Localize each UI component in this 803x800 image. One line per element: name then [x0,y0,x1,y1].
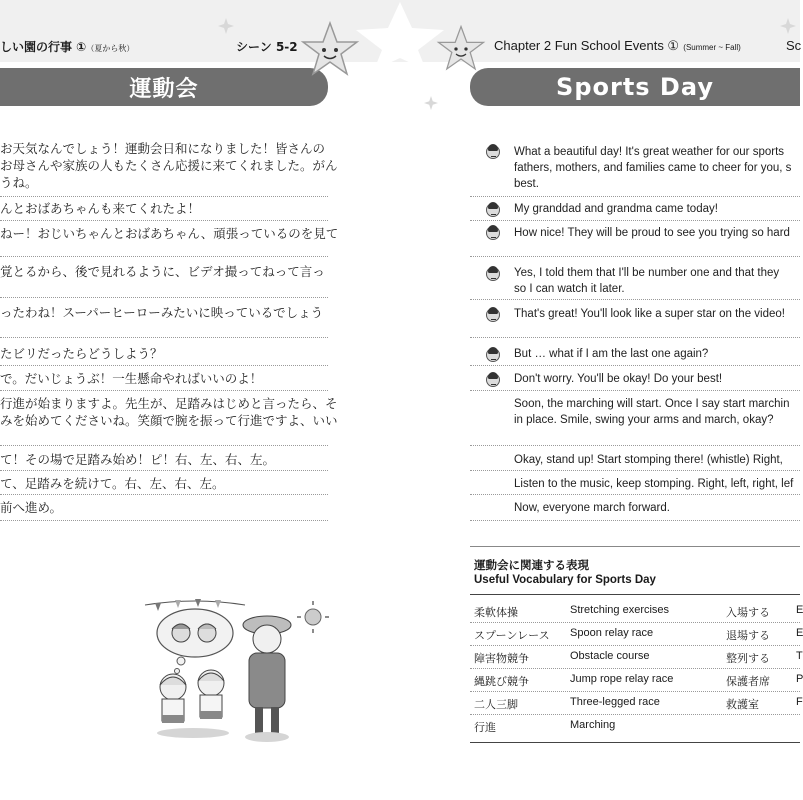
jp-line: ったわね！スーパーヒーローみたいに映っているでしょう [0,305,324,320]
divider [0,297,328,298]
divider [470,365,800,366]
divider [470,220,800,221]
en-line: That's great! You'll look like a super star on the video! [514,308,785,320]
jp-line: お天気なんでしょう！運動会日和になりました！皆さんの [0,141,326,156]
en-line: Soon, the marching will start. Once I say start marchin [514,398,790,410]
child-face-icon [486,203,500,217]
sparkle-icon [218,18,234,34]
child-face-icon [486,267,500,281]
divider [470,196,800,197]
divider [470,520,800,521]
right-header-title: Chapter 2 Fun School Events ① (Summer ~ Fall) [494,38,741,53]
left-header-title: しい園の行事 ①（夏から秋） [0,40,135,54]
en-line: But … what if I am the last one again? [514,348,709,360]
large-star-shape [352,0,448,70]
jp-line: お母さんや家族の人もたくさん応援に来てくれました。がん [0,158,338,173]
jp-line: 行進が始まりますよ。先生が、足踏みはじめと言ったら、そ [0,396,338,411]
vocab-rule [470,594,800,595]
right-banner-title: Sports Day [556,73,714,101]
right-header-cut: Sc [786,38,802,53]
jp-line: ねー！おじいちゃんとおばあちゃん、頑張っているのを見て [0,226,339,241]
divider [0,365,328,366]
en-line: Now, everyone march forward. [514,502,670,514]
vocab-row: 柔軟体操 Stretching exercises 入場する E [474,604,803,619]
jp-line: 前へ進め。 [0,500,63,515]
en-line: Yes, I told them that I'll be number one and that they [514,267,780,279]
teacher-face-icon [486,226,500,240]
jp-line: 覚とるから、後で見れるように、ビデオ撮ってねって言っ [0,264,325,279]
sparkle-icon [424,96,438,110]
divider [470,470,800,471]
divider [470,445,800,446]
vocab-row: 二人三脚 Three-legged race 救護室 F [474,696,803,711]
jp-line: て！その場で足踏み始め！ピ！右、左、右、左。 [0,452,276,467]
divider [0,256,328,257]
jp-line: で。だいじょうぶ！一生懸命やればいいのよ！ [0,371,263,386]
vocab-bottom-rule [470,742,800,743]
en-line: Okay, stand up! Start stomping there! (whistle) Right, [514,454,783,466]
divider [0,445,328,446]
divider [470,256,800,257]
vocab-row: スプーンレース Spoon relay race 退場する E [474,627,803,642]
divider [0,337,328,338]
divider [0,470,328,471]
en-line: so I can watch it later. [514,283,625,295]
divider [470,299,800,300]
jp-line: うね。 [0,175,38,190]
sports-day-illustration [145,595,335,745]
left-banner [0,68,328,106]
en-line: in place. Smile, swing your arms and march, okay? [514,414,774,426]
divider [0,196,328,197]
vocab-title: 運動会に関連する表現 Useful Vocabulary for Sports Day [474,558,656,586]
jp-line: みを始めてくださいね。笑顔で腕を振って行進ですよ、いい [0,413,338,428]
scene-number: シーン 5-2 [236,40,298,54]
en-line: best. [514,178,539,190]
divider [470,337,800,338]
en-line: How nice! They will be proud to see you trying so hard [514,227,790,239]
right-banner [470,68,800,106]
en-line: Don't worry. You'll be okay! Do your best! [514,373,723,385]
divider [0,220,328,221]
jp-line: んとおばあちゃんも来てくれたよ！ [0,201,201,216]
sparkle-icon [780,18,796,34]
vocab-row: 縄跳び競争 Jump rope relay race 保護者席 P [474,673,803,688]
divider [0,494,328,495]
vocab-row: 障害物競争 Obstacle course 整列する T [474,650,803,665]
teacher-face-icon [486,308,500,322]
en-line: My granddad and grandma came today! [514,203,718,215]
teacher-face-icon [486,145,500,159]
divider [470,390,800,391]
en-line: What a beautiful day! It's great weather for our sports [514,146,785,158]
left-banner-title: 運動会 [129,76,199,102]
divider [0,520,328,521]
smiling-star-icon [300,20,360,80]
en-line: Listen to the music, keep stomping. Right, left, right, lef [514,478,794,490]
divider [470,494,800,495]
teacher-face-icon [486,373,500,387]
left-page [0,0,400,800]
vocab-top-line [470,546,800,547]
child-face-icon [486,348,500,362]
divider [0,390,328,391]
jp-line: たビリだったらどうしよう？ [0,346,163,361]
en-line: fathers, mothers, and families came to cheer for you, s [514,162,792,174]
jp-line: て、足踏みを続けて。右、左、右、左。 [0,476,225,491]
vocab-row: 行進 Marching [474,719,616,734]
